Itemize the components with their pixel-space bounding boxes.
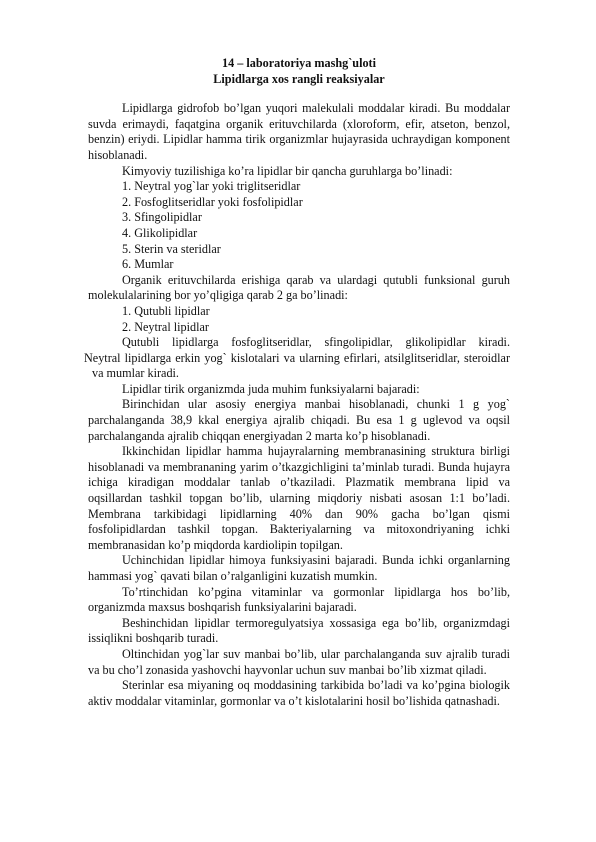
group-item: 1. Neytral yog`lar yoki triglitseridlar [122,179,301,194]
function-paragraph: Ikkinchidan lipidlar hamma hujayralarning membranasining struktura birligi hisoblanadi va membrananing yarim o’tkazgichligini ta’minlab turadi. Bunda hujayra ichiga kiradigan moddalar tanlab o’tkaziladi. Plazmatik membrana lipid va oqsillardan tashkil topgan bo’lib, ularning miqdoriy nisbati asosan 1:1 bo’ladi. Membrana tarkibidagi lipidlarning 40% dan 90% gacha bo’lgan qismi fosfolipidlardan tashkil topgan. Bakteriyalarning va mitoxondriyaning ichki membranasidan ko’p miqdorda kardiolipin topilgan. [88,444,510,552]
page-title: 14 – laboratoriya mashg`uloti [221,56,377,70]
solvent-group-item: 2. Neytral lipidlar [122,319,209,334]
intro-paragraph: Lipidlarga gidrofob bo’lgan yuqori malekulali moddalar kiradi. Bu moddalar suvda erimaydi, faqatgina organik erituvchilarda (xloroform, efir, atseton, benzol, benzin) eriydi. Lipidlar hamma tirik organizmlar hujayrasida uchraydigan komponent hisoblanadi. [88,101,510,162]
function-paragraph: Sterinlar esa miyaning oq moddasining tarkibida bo’ladi va ko’pgina biologik aktiv moddalar vitaminlar, gormonlar va o’t kislotalarini hosil bo’lishida qatnashadi. [88,678,510,708]
function-paragraph: Birinchidan ular asosiy energiya manbai hisoblanadi, chunki 1 g yog` parchalanganda 38,9 kkal energiya ajralib chiqadi. Bu esa 1 g uglevod va oqsil parchalanganda ajralib chiqqan energiyadan 2 marta ko’p hisoblanadi. [88,397,510,443]
solvent-group-item: 1. Qutubli lipidlar [122,303,210,318]
polar-lipids-line: Qutubli lipidlarga fosfoglitseridlar, sfingolipidlar, glikolipidlar kiradi. [122,335,510,350]
function-paragraph: Beshinchidan lipidlar termoregulyatsiya xossasiga ega bo’lib, organizmdagi issiqlikni boshqarib turadi. [88,615,510,646]
solvent-intro: Organik erituvchilarda erishiga qarab va ulardagi qutubli funksional guruh molekulalarining bor yo’qligiga qarab 2 ga bo’linadi: [88,272,510,303]
group-item: 2. Fosfoglitseridlar yoki fosfolipidlar [122,194,303,209]
function-paragraph: Uchinchidan lipidlar himoya funksiyasini bajaradi. Bunda ichki organlarning hammasi yog` qavati bilan o’ralganligini kuzatish mumkin. [88,553,510,583]
group-item: 3. Sfingolipidlar [122,210,202,225]
neutral-lipids-line: Neytral lipidlarga erkin yog` kislotalari va ularning efirlari, atsilglitseridlar, steroidlar va mumlar kiradi. [84,350,510,381]
groups-intro: Kimyoviy tuzilishiga ko’ra lipidlar bir qancha guruhlarga bo’linadi: [122,163,453,178]
group-item: 4. Glikolipidlar [122,225,198,240]
function-paragraph: Oltinchidan yog`lar suv manbai bo’lib, ular parchalanganda suv ajralib turadi va bu cho’l zonasida yashovchi hayvonlar uchun suv manbai bo’lib xizmat qiladi. [88,646,510,677]
page-subtitle: Lipidlarga xos rangli reaksiyalar [213,71,385,86]
document-page [84,56,510,709]
functions-intro: Lipidlar tirik organizmda juda muhim funksiyalarni bajaradi: [122,381,420,396]
group-item: 6. Mumlar [122,257,174,272]
group-item: 5. Sterin va steridlar [122,241,221,256]
function-paragraph: To’rtinchidan ko’pgina vitaminlar va gormonlar lipidlarga hos bo’lib, organizmda maxsus boshqarish funksiyalarini bajaradi. [88,584,510,615]
spacer [88,87,510,101]
